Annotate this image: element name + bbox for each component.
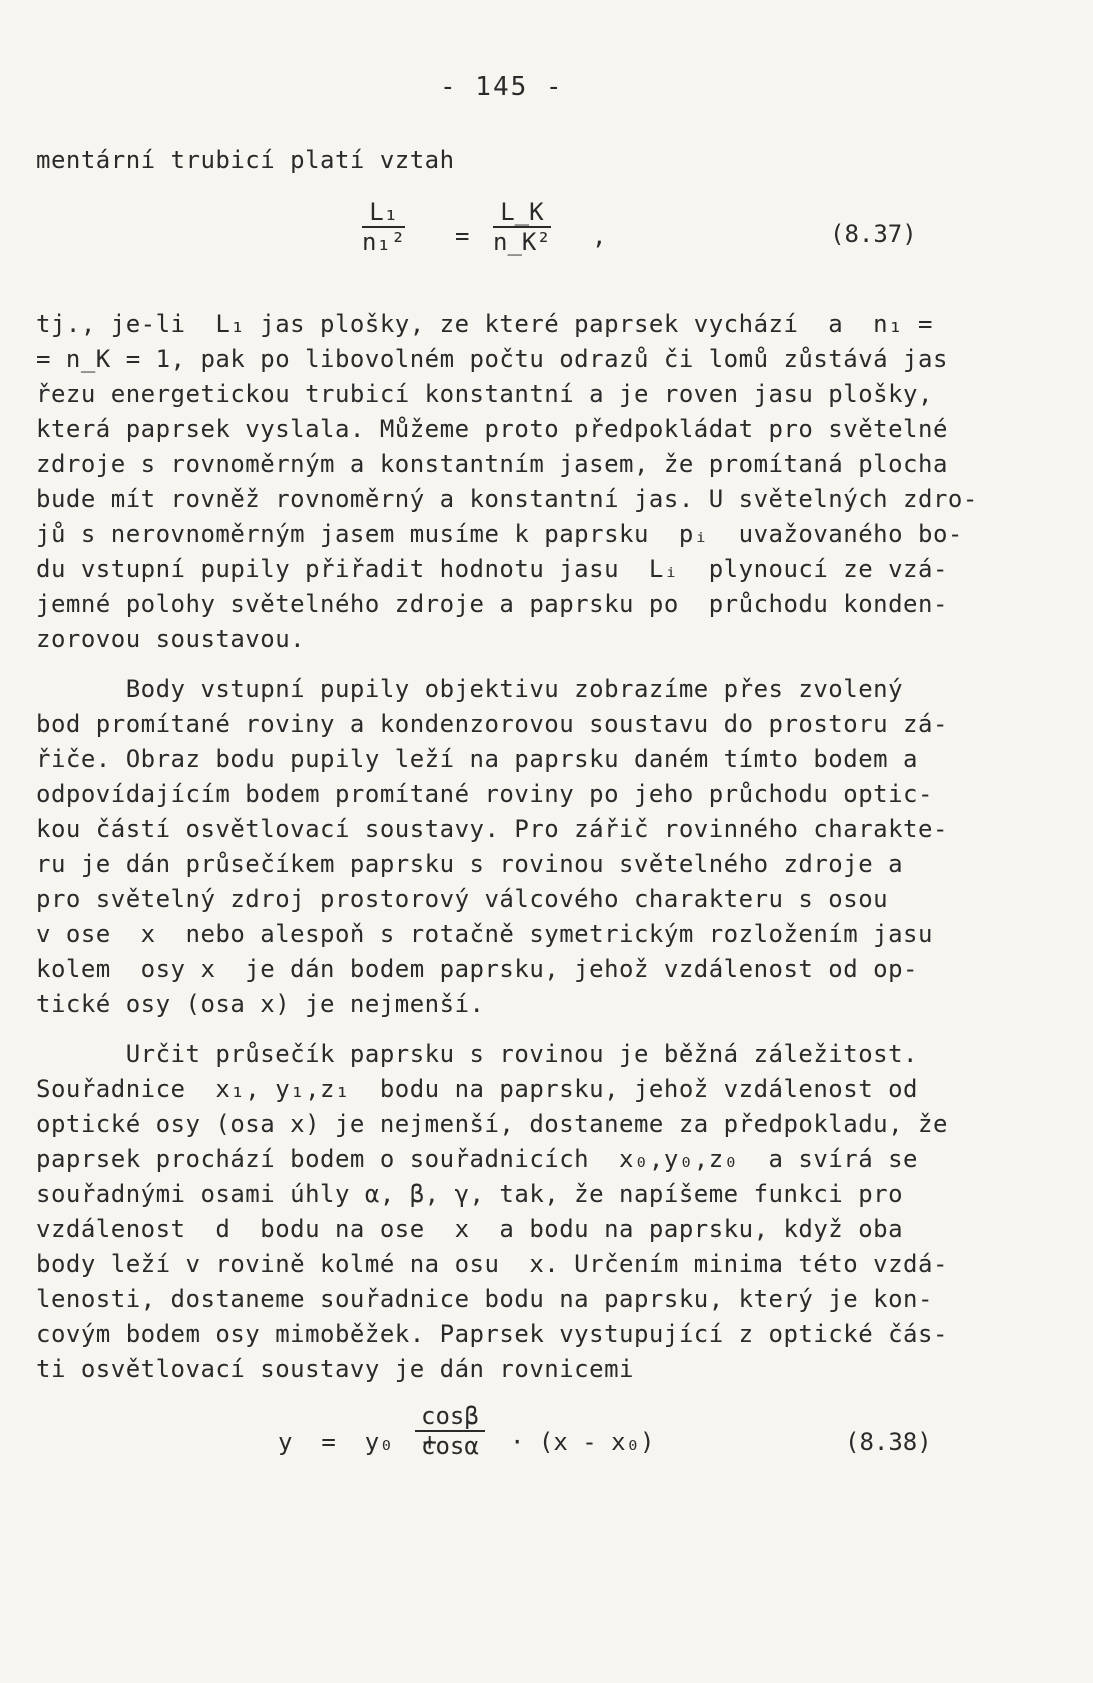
text-line: souřadnými osami úhly α, β, γ, tak, že napíšeme funkci pro xyxy=(36,1180,904,1208)
text-line: Určit průsečík paprsku s rovinou je běžná záležitost. xyxy=(36,1040,919,1068)
page-number: - 145 - xyxy=(440,72,564,102)
text-line: která paprsek vyslala. Můžeme proto předpokládat pro světelné xyxy=(36,415,948,443)
fraction-cos xyxy=(415,1402,485,1460)
equation-rhs: · (x - x₀) xyxy=(510,1428,655,1456)
text-line: Body vstupní pupily objektivu zobrazíme přes zvolený xyxy=(36,675,904,703)
text-line: lenosti, dostaneme souřadnice bodu na paprsku, který je kon- xyxy=(36,1285,933,1313)
text-line: body leží v rovině kolmé na osu x. Určením minima této vzdá- xyxy=(36,1250,948,1278)
text-line: řiče. Obraz bodu pupily leží na paprsku daném tímto bodem a xyxy=(36,745,919,773)
text-line: optické osy (osa x) je nejmenší, dostaneme za předpokladu, že xyxy=(36,1110,948,1138)
text-line: v ose x nebo alespoň s rotačně symetrickým rozložením jasu xyxy=(36,920,933,948)
text-line: bod promítané roviny a kondenzorovou soustavu do prostoru zá- xyxy=(36,710,948,738)
fraction-denominator: cosα xyxy=(421,1432,479,1460)
text-line: zdroje s rovnoměrným a konstantním jasem, že promítaná plocha xyxy=(36,450,948,478)
text-line: tické osy (osa x) je nejmenší. xyxy=(36,990,485,1018)
equation-number-8-37: (8.37) xyxy=(830,220,917,248)
text-line: jů s nerovnoměrným jasem musíme k paprsku pᵢ uvažovaného bo- xyxy=(36,520,963,548)
fraction-numerator: cosβ xyxy=(415,1402,485,1432)
intro-line: mentární trubicí platí vztah xyxy=(36,146,455,174)
text-line: = n_K = 1, pak po libovolném počtu odrazů či lomů zůstává jas xyxy=(36,345,948,373)
text-line: tj., je-li L₁ jas plošky, ze které paprsek vychází a n₁ = xyxy=(36,310,933,338)
text-line: Souřadnice x₁, y₁,z₁ bodu na paprsku, jehož vzdálenost od xyxy=(36,1075,919,1103)
text-line: du vstupní pupily přiřadit hodnotu jasu Lᵢ plynoucí ze vzá- xyxy=(36,555,948,583)
text-line: vzdálenost d bodu na ose x a bodu na paprsku, když oba xyxy=(36,1215,904,1243)
text-line: ti osvětlovací soustavy je dán rovnicemi xyxy=(36,1355,634,1383)
text-line: covým bodem osy mimoběžek. Paprsek vystupující z optické čás- xyxy=(36,1320,948,1348)
fraction-rhs xyxy=(493,198,551,256)
equals-sign: = xyxy=(455,222,470,250)
equation-comma: , xyxy=(592,222,607,250)
rhs-numerator: L_K xyxy=(493,198,551,228)
text-line: paprsek prochází bodem o souřadnicích x₀,y₀,z₀ a svírá se xyxy=(36,1145,919,1173)
text-line: odpovídajícím bodem promítané roviny po jeho průchodu optic- xyxy=(36,780,933,808)
rhs-denominator: n_K² xyxy=(493,228,551,256)
lhs-denominator: n₁² xyxy=(362,228,406,256)
text-line: jemné polohy světelného zdroje a paprsku po průchodu konden- xyxy=(36,590,948,618)
fraction-lhs xyxy=(362,198,405,256)
equation-number-8-38: (8.38) xyxy=(845,1428,932,1456)
text-line: pro světelný zdroj prostorový válcového charakteru s osou xyxy=(36,885,889,913)
text-line: řezu energetickou trubicí konstantní a je roven jasu plošky, xyxy=(36,380,933,408)
text-line: ru je dán průsečíkem paprsku s rovinou světelného zdroje a xyxy=(36,850,904,878)
text-line: kolem osy x je dán bodem paprsku, jehož vzdálenost od op- xyxy=(36,955,919,983)
text-line: bude mít rovněž rovnoměrný a konstantní jas. U světelných zdro- xyxy=(36,485,978,513)
text-line: kou částí osvětlovací soustavy. Pro zářič rovinného charakte- xyxy=(36,815,948,843)
lhs-numerator: L₁ xyxy=(362,198,405,228)
text-line: zorovou soustavou. xyxy=(36,625,306,653)
equation-lhs: y = y₀ + xyxy=(278,1428,437,1456)
